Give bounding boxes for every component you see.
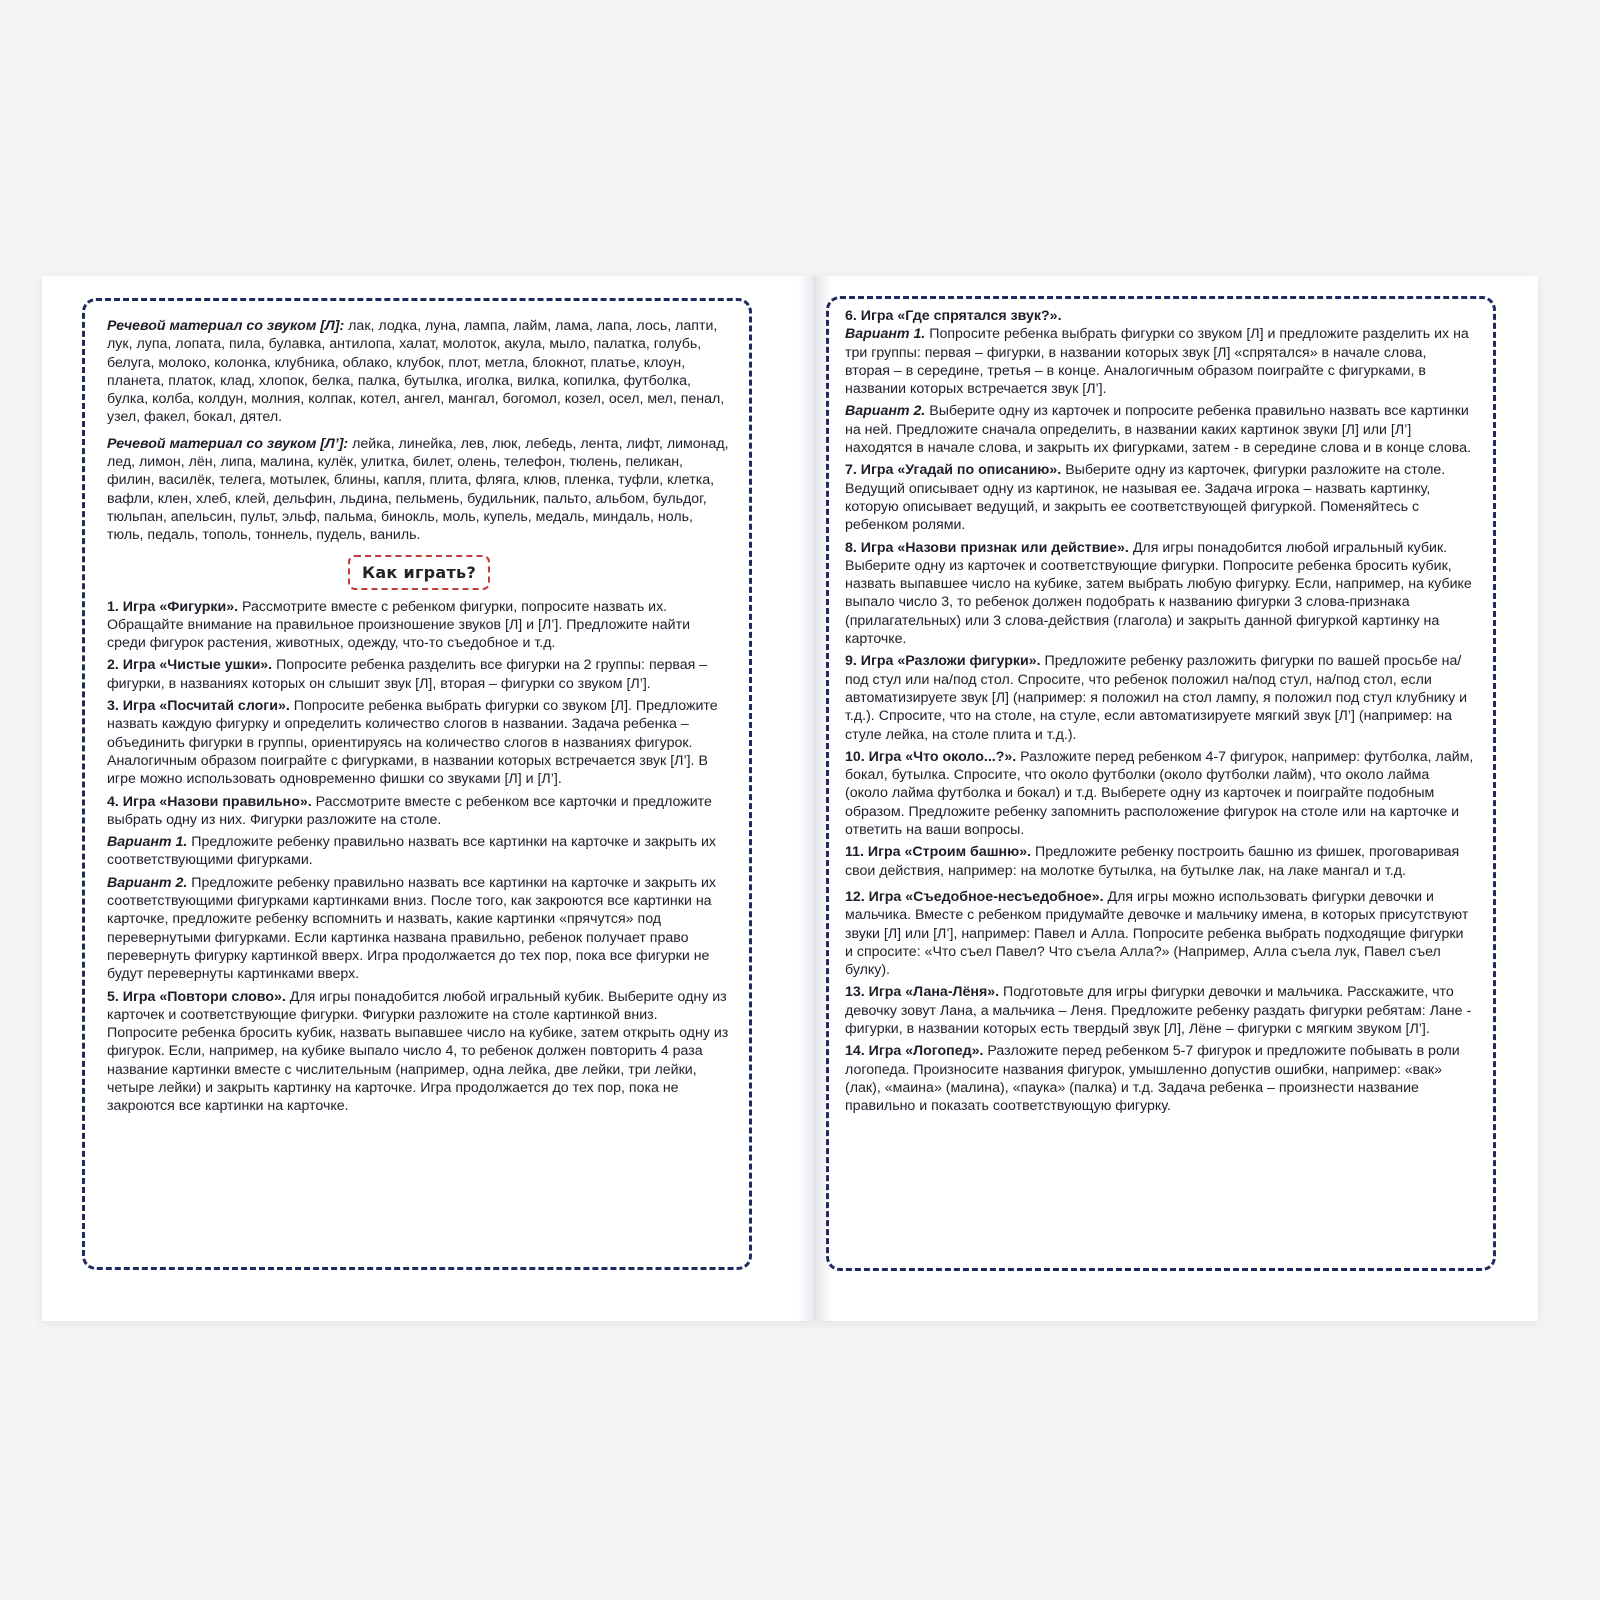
game-2-text: Попросите ребенка разделить все фигурки на 2 группы: первая – фигурки, в названиях которых он слышит звук [Л], вторая – фигурки со звуком [Л’]. — [107, 657, 708, 692]
game-14 — [845, 1042, 1475, 1115]
game-5-title: 5. Игра «Повтори слово». — [107, 988, 286, 1005]
game-6-title: 6. Игра «Где спрятался звук?». — [845, 308, 1062, 324]
game-8-text: Для игры понадобится любой игральный кубик. Выберите одну из карточек и соответствующие фигурки. Попросите ребенка бросить кубик, назвать выпавшее число на кубике, затем выбрать любую фигурку. Если, например, на кубике выпало число 3, то ребенок должен подобрать к названию фигурки 3 слова-признака (прилагательных) или 3 слова-действия (глагола) и закрыть данной фигуркой картинку на карточке. — [845, 539, 1472, 648]
game-4-variant-1-text: Предложите ребенку правильно назвать все картинки на карточке и закрыть их соответствующими фигурками. — [107, 834, 716, 869]
game-11-title: 11. Игра «Строим башню». — [845, 844, 1032, 861]
how-to-play-heading-wrap — [107, 555, 731, 590]
game-6-variant-1 — [845, 325, 1475, 398]
game-4 — [107, 793, 731, 830]
game-14-text: Разложите перед ребенком 5-7 фигурок и предложите побывать в роли логопеда. Произносите названия фигурок, умышленно допустив ошибки, например: «вак» (лак), «маина» (малина), «паука» (палка) и т.д. Задача ребенка – произнести название правильно и показать соответствующую фигурку. — [845, 1043, 1460, 1115]
game-8 — [845, 539, 1475, 649]
speech-material-l-soft-title: Речевой материал со звуком [Л’]: — [107, 435, 349, 452]
speech-material-l — [107, 317, 731, 427]
game-12-text: Для игры можно использовать фигурки девочки и мальчика. Вместе с ребенком придумайте девочке и мальчику имена, в которых присутствуют звуки [Л] или [Л’], например: Павел и Алла. Попросите ребенка выбрать подходящие фигурки и спросите: «Что съел Павел? Что съела Алла?» (Например, Алла съела лук, Павел съел булку). — [845, 888, 1469, 979]
game-1-title: 1. Игра «Фигурки». — [107, 598, 239, 615]
game-4-variant-2-text: Предложите ребенку правильно назвать все картинки на карточке и закрыть их соответствующими фигурками картинками вниз. После того, как закроются все картинки на карточке, предложите ребенку вспомнить и назвать, какие картинки «прячутся» под перевернутыми фигурками. Если картинка названа правильно, ребенок получает право перевернуть фигурку картинкой вверх. Игра продолжается до тех пор, пока все фигурки не будут перевернуты картинками вверх. — [107, 874, 716, 983]
game-10-title: 10. Игра «Что около...?». — [845, 748, 1017, 765]
game-7-text: Выберите одну из карточек, фигурки разложите на столе. Ведущий описывает одну из картинок, не называя ее. Задача игрока – назвать картинку, которую описывает ведущий, и закрыть ее соответствующей фигуркой. Поменяйтесь с ребенком ролями. — [845, 462, 1446, 534]
speech-material-l-title: Речевой материал со звуком [Л]: — [107, 318, 345, 334]
game-4-variant-2-title: Вариант 2. — [107, 874, 188, 891]
game-5-text: Для игры понадобится любой игральный кубик. Выберите одну из карточек и соответствующие фигурки. Фигурки разложите на столе картинкой вниз. Попросите ребенка бросить кубик, назвать выпавшее число на кубике, затем открыть одну из фигурок. Если, например, на кубике выпало число 4, то ребенок должен повторить 4 раза название картинки вместе с числительным (например, одна лейка, две лейки, три лейки, четыре лейки) и закрыть картинку на карточке. Игра продолжается до тех пор, пока не закроются все картинки на карточке. — [107, 988, 729, 1115]
game-13 — [845, 983, 1475, 1038]
game-4-variant-1 — [107, 833, 731, 870]
left-page-frame — [82, 298, 752, 1270]
game-3-text: Попросите ребенка выбрать фигурки со звуком [Л]. Предложите назвать каждую фигурку и определить количество слогов в названии. Задача ребенка – объединить фигурки в группы, ориентируясь на количество слогов в названиях фигурок. Аналогичным образом поиграйте с фигурками, в названии которых встречается звук [Л’]. В игре можно использовать одновременно фишки со звуками [Л] и [Л’]. — [107, 698, 718, 788]
game-4-variant-2 — [107, 874, 731, 984]
game-2-title: 2. Игра «Чистые ушки». — [107, 657, 273, 674]
speech-material-l-soft-text: лейка, линейка, лев, люк, лебедь, лента, лифт, лимонад, лед, лимон, лён, липа, малина, кулёк, улитка, билет, олень, телефон, тюлень, пеликан, филин, василёк, телега, мотылек, блины, капля, плита, фляга, клюв, пленка, туфли, клетка, вафли, клен, хлеб, клей, дельфин, льдина, пельмень, будильник, пальто, альбом, бульдог, тюльпан, апельсин, пульт, эльф, пальма, бинокль, моль, купель, медаль, миндаль, ноль, тюль, педаль, тополь, тоннель, пудель, ваниль. — [107, 435, 729, 544]
game-8-title: 8. Игра «Назови признак или действие». — [845, 539, 1129, 556]
game-3 — [107, 697, 731, 788]
game-12-title: 12. Игра «Съедобное-несъедобное». — [845, 888, 1104, 905]
game-14-title: 14. Игра «Логопед». — [845, 1043, 984, 1060]
game-6-variant-1-text: Попросите ребенка выбрать фигурки со звуком [Л] и предложите разделить их на три группы: первая – фигурки, в названии которых звук [Л] «спрятался» в начале слова, вторая – в середине, третья – в конце. Аналогичным образом поиграйте с фигурками, в названии которых встречается звук [Л’]. — [845, 326, 1469, 398]
right-page-frame — [826, 296, 1496, 1271]
speech-material-l-soft — [107, 435, 731, 545]
game-2 — [107, 656, 731, 693]
game-9 — [845, 652, 1475, 743]
game-11 — [845, 843, 1475, 880]
game-3-title: 3. Игра «Посчитай слоги». — [107, 698, 290, 715]
game-13-title: 13. Игра «Лана-Лёня». — [845, 984, 1000, 1001]
game-6-variant-2-title: Вариант 2. — [845, 403, 926, 420]
game-4-variant-1-title: Вариант 1. — [107, 834, 188, 851]
game-5 — [107, 988, 731, 1116]
game-9-text: Предложите ребенку разложить фигурки по вашей просьбе на/под стул или на/под стол. Спросите, что ребенок положил на/под стул, на/под стол, если автоматизируете звук [Л] (например: я положил на стол лампу, я положил под стул клубнику и т.д.). Спросите, что на столе, на стуле, если автоматизируете мягкий звук [Л’] (например: на стуле лейка, на столе плита и т.д.). — [845, 653, 1468, 743]
game-1-text: Рассмотрите вместе с ребенком фигурки, попросите назвать их. Обращайте внимание на правильное произношение звуков [Л] и [Л’]. Предложите найти среди фигурок растения, животных, одежду, что-то съедобное и т.д. — [107, 598, 691, 652]
game-10 — [845, 748, 1475, 839]
game-7-title: 7. Игра «Угадай по описанию». — [845, 462, 1062, 479]
how-to-play-heading: Как играть? — [348, 555, 490, 590]
speech-material-l-text: лак, лодка, луна, лампа, лайм, лама, лапа, лось, лапти, лук, лупа, лопата, пила, булавка, антилопа, халат, молоток, акула, мыло, палатка, голубь, белуга, молоко, колонка, клубника, облако, клубок, плот, метла, блокнот, платье, клоун, планета, платок, клад, хлопок, белка, палка, бутылка, иголка, вилка, копилка, футболка, булка, колба, колдун, молния, колпак, котел, ангел, мангал, богомол, козел, осел, мел, пенал, узел, факел, бокал, дятел. — [107, 318, 725, 426]
game-13-text: Подготовьте для игры фигурки девочки и мальчика. Расскажите, что девочку зовут Лана, а мальчика – Леня. Предложите ребенку раздать фигурки ребятам: Лане - фигурки, в названии которых есть твердый звук [Л], Лёне – фигурки с мягким звуком [Л’]. — [845, 984, 1472, 1037]
game-6-variant-2 — [845, 402, 1475, 457]
game-6 — [845, 307, 1475, 325]
game-11-text: Предложите ребенку построить башню из фишек, проговаривая свои действия, например: на молотке бутылка, на бутылке лак, на лаке мангал и т.д. — [845, 844, 1460, 879]
booklet — [42, 276, 1538, 1321]
game-10-text: Разложите перед ребенком 4-7 фигурок, например: футболка, лайм, бокал, бутылка. Спросите, что около футболки (около футболки лайм), что около лайма (около лайма футболка и бокал) и т.д. Выберете одну из карточек и поиграйте подобным образом. Предложите ребенку запомнить расположение фигурок на столе или на карточке и ответить на ваши вопросы. — [845, 748, 1474, 839]
game-6-variant-1-title: Вариант 1. — [845, 326, 926, 343]
game-1 — [107, 598, 731, 653]
game-12 — [845, 888, 1475, 979]
game-6-variant-2-text: Выберите одну из карточек и попросите ребенка правильно назвать все картинки на ней. Предложите сначала определить, в названии каких картинок звуки [Л] или [Л’] находятся в начале слова, и закрыть их фигурками, затем - в середине слова и в конце слова. — [845, 403, 1472, 457]
game-7 — [845, 461, 1475, 534]
game-9-title: 9. Игра «Разложи фигурки». — [845, 653, 1041, 670]
game-4-title: 4. Игра «Назови правильно». — [107, 793, 312, 810]
game-4-text: Рассмотрите вместе с ребенком все карточки и предложите выбрать одну из них. Фигурки разложите на столе. — [107, 793, 712, 828]
